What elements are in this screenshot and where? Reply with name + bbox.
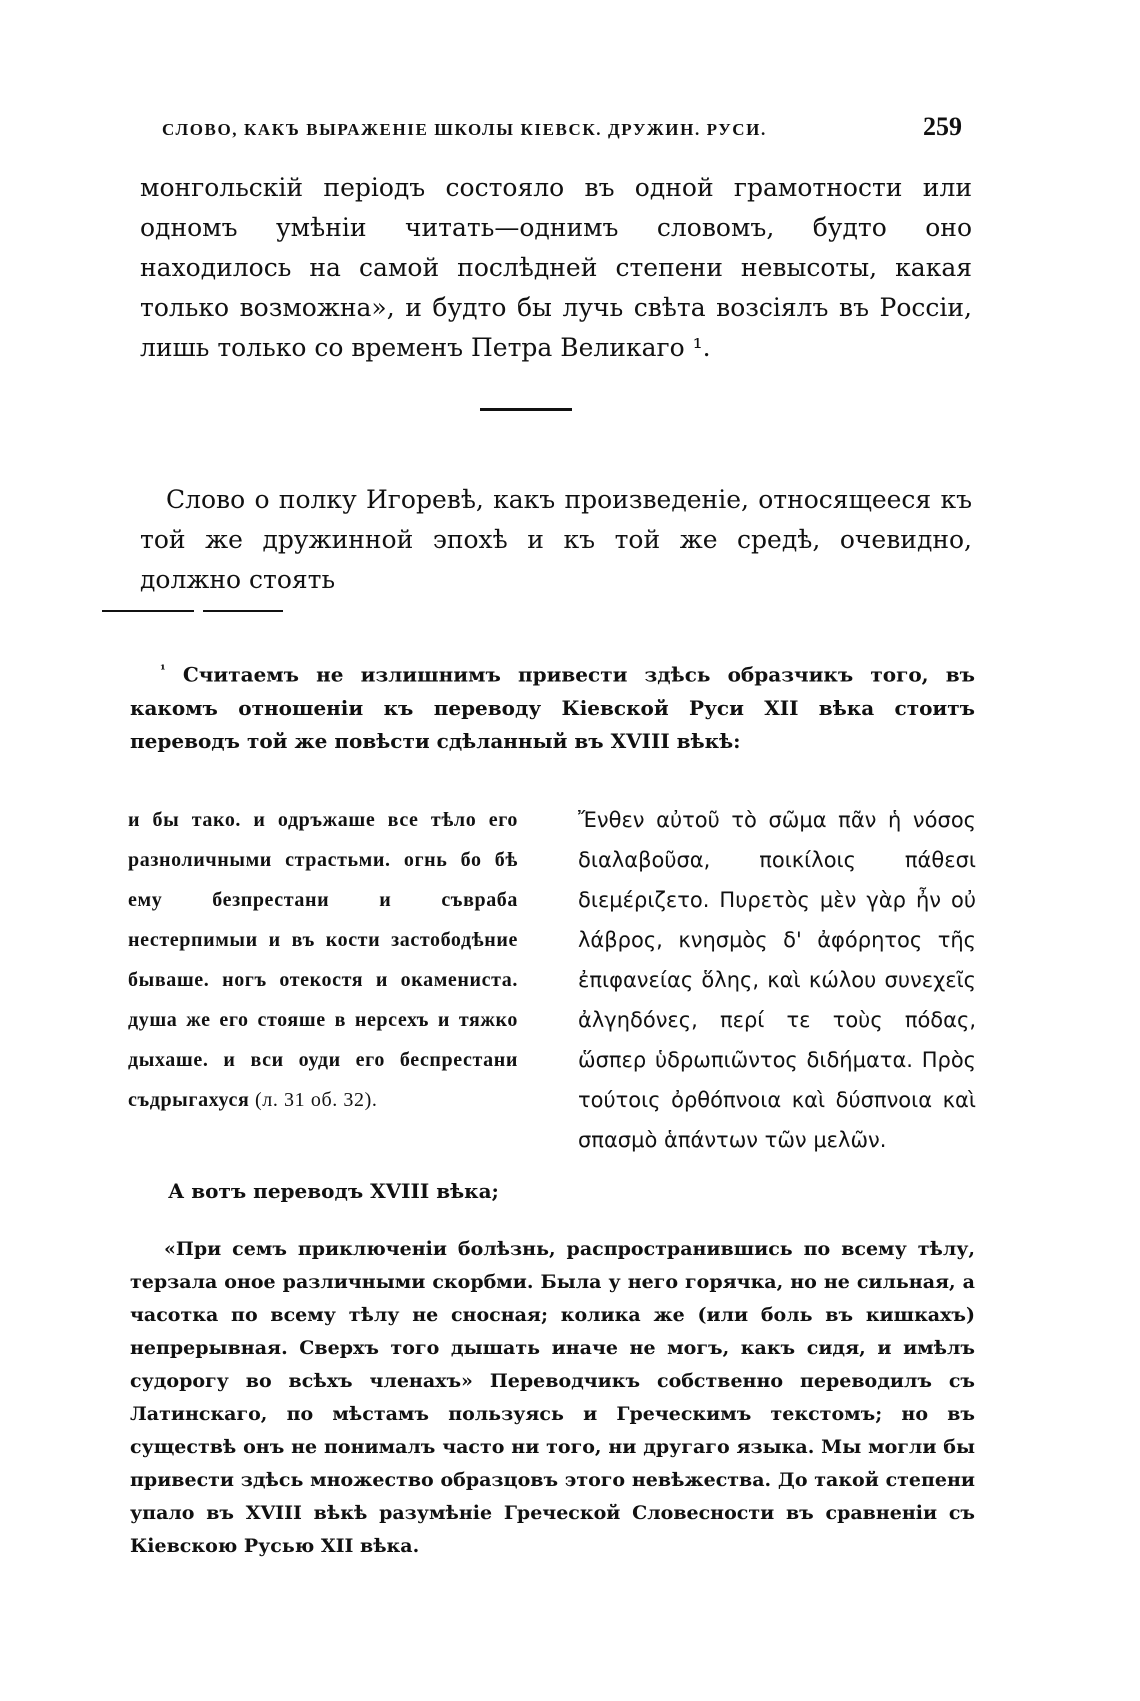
- greek-column: [578, 800, 976, 1160]
- body-paragraph-2: [140, 480, 972, 600]
- footnote-marker: ¹: [160, 663, 166, 678]
- slavonic-text: и бы тако. и одръжаше все тѣло его разноличными страстьми. огнь бо бѣ ему безпрестани и съвраба нестерпимыи и въ кости застободѣние бываше. ногъ отекостя и окамениста. душа же его стояше в нерсехъ и тяжко дыхаше. и вси оуди его беспрестани съдрыгахуся: [128, 809, 518, 1111]
- greek-text: Ἔνθεν αὐτοῦ τὸ σῶμα πᾶν ἡ νόσος διαλαβοῦσα, ποικίλοις πάθεσι διεμέριζετο. Πυρετὸς μὲν γὰρ ἦν οὐ λάβρος, κνησμὸς δ' ἀφόρητος τῆς ἐπιφανείας ὅλης, καὶ κώλου συνεχεῖς ἀλγηδόνες, περί τε τοὺς πόδας, ὥσπερ ὑδρωπιῶντος διδήματα. Πρὸς τούτοις ὀρθόπνοια καὶ δύσπνοια καὶ σπασμὸ ἁπάντων τῶν μελῶν.: [578, 808, 976, 1152]
- subheading-text: А вотъ переводъ XVIII вѣка;: [168, 1179, 499, 1203]
- paragraph-text: Слово о полку Игоревѣ, какъ произведеніе, относящееся къ той же дружинной эпохѣ и къ той же средѣ, очевидно, должно стоять: [140, 485, 972, 594]
- quote-text: «При семъ приключеніи болѣзнь, распространившись по всему тѣлу, терзала оное различными скорбми. Была у него горячка, но не сильная, а часотка по всему тѣлу не сносная; колика же (или боль въ кишкахъ) непрерывная. Сверхъ того дышать иначе не могъ, какъ сидя, и имѣлъ судорогу во всѣхъ членахъ» Переводчикъ собственно переводилъ съ Латинскаго, по мѣстамъ пользуясь и Греческимъ текстомъ; но въ существѣ онъ не понималъ часто ни того, ни другаго языка. Мы могли бы привести здѣсь множество образцовъ этого невѣжества. До такой степени упало въ XVIII вѣкѣ разумѣніе Греческой Словесности въ сравненіи съ Кіевскою Русью XII вѣка.: [130, 1238, 975, 1557]
- footnote-intro-text: Считаемъ не излишнимъ привести здѣсь образчикъ того, въ какомъ отношеніи къ переводу Кіевской Руси XII вѣка стоитъ переводъ той же повѣсти сдѣланный въ XVIII вѣкѣ:: [130, 662, 975, 753]
- footnote-quote: [130, 1233, 975, 1563]
- footnote-subheading: [168, 1175, 768, 1208]
- footnote-intro: [130, 654, 975, 758]
- body-paragraph-1: [140, 168, 972, 368]
- footnote-rule-right: [203, 610, 283, 612]
- section-divider: [480, 408, 572, 411]
- slavonic-citation: (л. 31 об. 32).: [255, 1089, 378, 1111]
- running-header: [162, 112, 962, 142]
- slavonic-column: [128, 800, 518, 1120]
- footnote-rule-left: [102, 610, 194, 612]
- page-number: 259: [923, 112, 962, 141]
- running-title: СЛОВО, КАКЪ ВЫРАЖЕНІЕ ШКОЛЫ КІЕВСК. ДРУЖИН. РУСИ.: [162, 120, 767, 139]
- paragraph-text: монгольскій періодъ состояло въ одной грамотности или одномъ умѣніи читать—однимъ словомъ, будто оно находилось на самой послѣдней степени невысоты, какая только возможна», и будто бы лучь свѣта возсіялъ въ Россіи, лишь только со временъ Петра Великаго ¹.: [140, 173, 972, 362]
